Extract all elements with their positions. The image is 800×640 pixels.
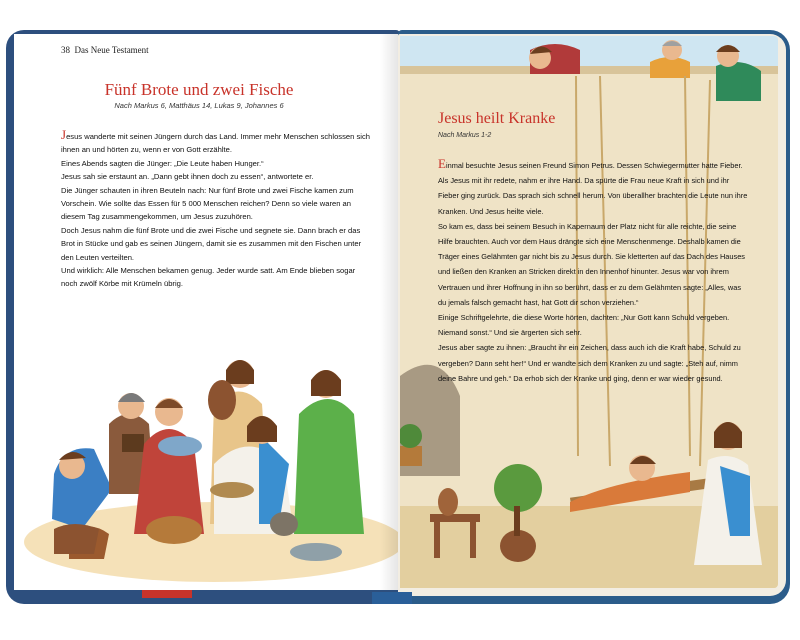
bookmark-ribbon-red	[142, 590, 192, 598]
left-page	[14, 34, 398, 590]
illustration-feeding-crowd	[14, 314, 398, 590]
drop-cap: E	[438, 156, 446, 171]
drop-cap: J	[61, 127, 67, 142]
paragraph: So kam es, dass bei seinem Besuch in Kapernaum der Platz nicht für alle reichte, die seine Hilfe brauchten. Auch vor dem Haus drängte sich eine Menschenmenge. Deshalb kamen die Träger eines Gelähmten gar nicht bis zu Jesus durch. Sie kletterten auf das Dach des Hauses und ließen den Kranken an Stricken direkt in den Innenhof hinunter. Jesus war von ihrem Vertrauen und ihrer Hoffnung in ihn so berührt, dass er zu dem Gelähmten sagte: „Alles, was du jemals falsch gemacht hast, hat Gott dir schon verziehen.“	[438, 221, 746, 307]
paragraph: Und wirklich: Alle Menschen bekamen genug. Jeder wurde satt. Am Ende blieben sogar noch zwölf Körbe mit Krümeln übrig.	[61, 266, 356, 289]
section-title: Das Neue Testament	[74, 45, 149, 55]
running-head	[61, 45, 149, 55]
rock	[270, 512, 298, 536]
clay-pot	[54, 524, 99, 554]
paragraph: Einmal besuchte Jesus seinen Freund Simon Petrus. Dessen Schwiegermutter hatte Fieber. Als Jesus mit ihr redete, nahm er ihre Hand. Da spürte die Frau neue Kraft in sich und ihr Fieber ging zurück. Das sprach sich schnell herum. Von überallher brachten die Leute nun ihre Kranken. Und Jesus heilte viele.	[438, 156, 748, 216]
paragraph: Jesus wanderte mit seinen Jüngern durch das Land. Immer mehr Menschen schlossen sich ihnen an und hörten zu, wenn er von Gott erzählte.	[61, 127, 370, 155]
scripture-references: Nach Markus 6, Matthäus 14, Lukas 9, Johannes 6	[114, 101, 284, 110]
paragraph: Einige Schriftgelehrte, die diese Worte hörten, dachten: „Nur Gott kann Schuld vergeben. Niemand sonst.“ Und sie ärgerten sich sehr.	[438, 313, 730, 338]
story-title: Fünf Brote und zwei Fische	[104, 80, 294, 99]
story-text	[61, 128, 373, 291]
bread-basket	[146, 516, 202, 544]
figure-man-red-robe	[134, 398, 204, 534]
paragraph: Jesus sah sie erstaunt an. „Dann gebt ihnen doch zu essen“, antwortete er.	[61, 172, 314, 182]
figure-man-green-robe	[294, 370, 364, 534]
page-number: 38	[61, 45, 70, 55]
story-title: Jesus heilt Kranke	[438, 110, 556, 127]
bookmark-ribbon-blue	[372, 592, 412, 604]
figure-roof-man-left	[529, 44, 580, 74]
plant-pot-left	[400, 446, 422, 466]
scripture-references: Nach Markus 1-2	[438, 132, 492, 139]
fish-plate	[290, 543, 342, 561]
paragraph: Jesus aber sagte zu ihnen: „Braucht ihr ein Zeichen, dass auch ich die Kraft habe, Schuld zu vergeben? Dann seht her!“ Und er wandte sich dem Kranken zu und sagte: „Steh auf, nimm deine Bahre und geh.“ Da erhob sich der Kranke und ging, denn er war wieder gesund.	[438, 343, 741, 383]
paragraph: Eines Abends sagten die Jünger: „Die Leute haben Hunger.“	[61, 158, 264, 168]
paragraph: Doch Jesus nahm die fünf Brote und die zwei Fische und segnete sie. Dann brach er das Brot in Stücke und gab es seinen Jüngern, damit sie es zusammen mit den Fischen unter den Leuten verteilten.	[61, 225, 362, 262]
story-text	[438, 156, 748, 386]
right-page	[400, 36, 778, 588]
paragraph: Die Jünger schauten in ihren Beuteln nach: Nur fünf Brote und zwei Fische kamen zum Vorschein. Wie sollte das Essen für 5 000 Menschen reichen? Denn so viele waren an diesem Tag zusammengekommen, um Jesus zuzuhören.	[61, 185, 354, 222]
